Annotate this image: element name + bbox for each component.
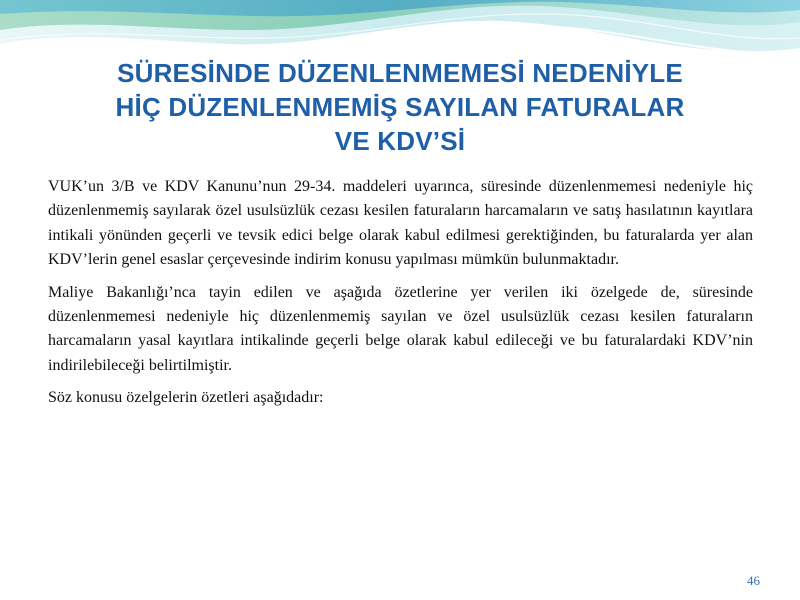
paragraph-2: Maliye Bakanlığı’nca tayin edilen ve aşağıda özetlerine yer verilen iki özelgede de, süresinde düzenlenmemesi nedeniyle hiç düzenlenmemiş sayılan ve özel usulsüzlük cezası kesilen faturaların harcamaların yasal kayıtlara intikalinde geçerli belge olarak kabul edileceği ve bu faturalardaki KDV’nin indirilebileceği belirtilmiştir.	[48, 283, 753, 374]
slide-body	[48, 175, 753, 419]
title-line-3: VE KDV’Sİ	[334, 126, 466, 156]
title-line-2: HİÇ DÜZENLENMEMİŞ SAYILAN FATURALAR	[115, 92, 685, 122]
page-number: 46	[747, 573, 760, 588]
slide-title	[40, 56, 760, 158]
title-line-1: SÜRESİNDE DÜZENLENMEMESİ NEDENİYLE	[117, 58, 683, 88]
paragraph-3: Söz konusu özelgelerin özetleri aşağıdadır:	[48, 389, 324, 407]
paragraph-1: VUK’un 3/B ve KDV Kanunu’nun 29-34. maddeleri uyarınca, süresinde düzenlenmemesi nedeniyle hiç düzenlenmemiş sayılarak özel usulsüzlük cezası kesilen faturaların harcamaların ve satış hasılatının kayıtlara intikali yönünden geçerli ve tevsik edici belge olarak kabul edilmesi gerektiğinden, bu faturalarda yer alan KDV’lerin genel esaslar çerçevesinde indirim konusu yapılması mümkün bulunmaktadır.	[48, 178, 753, 269]
